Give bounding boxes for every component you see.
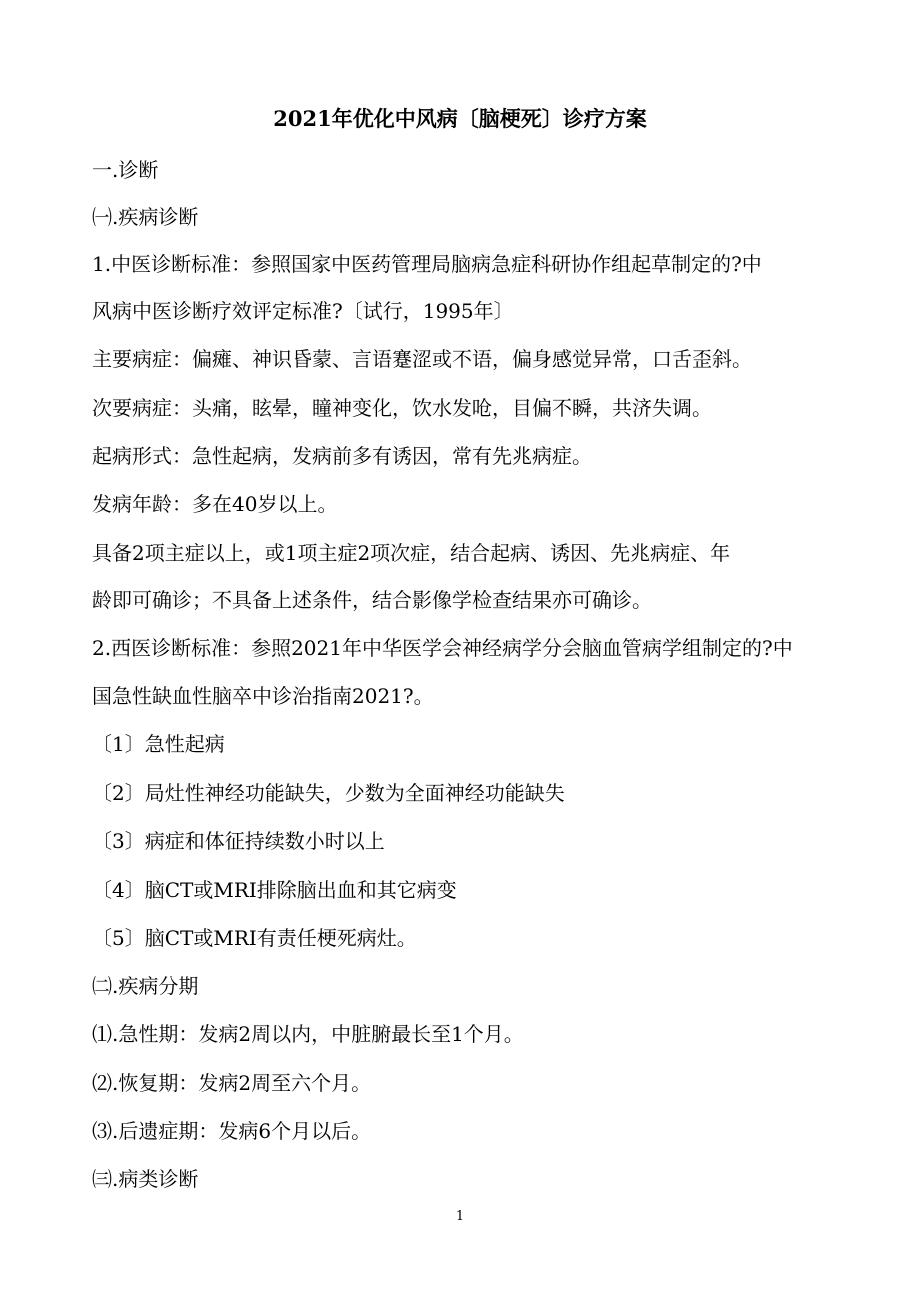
diagnosis-rule-line-1: 具备2项主症以上，或1项主症2项次症，结合起病、诱因、先兆病症、年 — [92, 541, 731, 565]
western-criteria-line-1: 2.西医诊断标准：参照2021年中华医学会神经病学分会脑血管病学组制定的?中 — [92, 636, 793, 660]
heading-disease-diagnosis: ㈠.疾病诊断 — [92, 205, 199, 229]
heading-diagnosis: 一.诊断 — [92, 158, 159, 182]
page-number: 1 — [455, 1209, 465, 1224]
criteria-item-4: 〔4〕脑CT或MRI排除脑出血和其它病变 — [92, 878, 457, 902]
document-title: 2021年优化中风病〔脑梗死〕诊疗方案 — [273, 106, 647, 131]
secondary-symptoms: 次要病症：头痛，眩晕，瞳神变化，饮水发呛，目偏不瞬，共济失调。 — [92, 396, 712, 420]
diagnosis-rule-line-2: 龄即可确诊；不具备上述条件，结合影像学检查结果亦可确诊。 — [92, 588, 652, 612]
stage-recovery: ⑵.恢复期：发病2周至六个月。 — [92, 1071, 372, 1095]
criteria-item-3: 〔3〕病症和体征持续数小时以上 — [92, 829, 385, 853]
heading-disease-type-diagnosis: ㈢.病类诊断 — [92, 1167, 199, 1191]
heading-disease-staging: ㈡.疾病分期 — [92, 974, 199, 998]
criteria-item-2: 〔2〕局灶性神经功能缺失，少数为全面神经功能缺失 — [92, 781, 565, 805]
criteria-item-5: 〔5〕脑CT或MRI有责任梗死病灶。 — [92, 926, 417, 950]
stage-sequela: ⑶.后遗症期：发病6个月以后。 — [92, 1119, 372, 1143]
criteria-item-1: 〔1〕急性起病 — [92, 732, 225, 756]
onset-age: 发病年龄：多在40岁以上。 — [92, 492, 338, 516]
western-criteria-line-2: 国急性缺血性脑卒中诊治指南2021?。 — [92, 684, 434, 708]
onset-form: 起病形式：急性起病，发病前多有诱因，常有先兆病症。 — [92, 444, 592, 468]
stage-acute: ⑴.急性期：发病2周以内，中脏腑最长至1个月。 — [92, 1022, 524, 1046]
tcm-criteria-line-2: 风病中医诊断疗效评定标准?〔试行，1995年〕 — [92, 299, 514, 323]
tcm-criteria-line-1: 1.中医诊断标准：参照国家中医药管理局脑病急症科研协作组起草制定的?中 — [92, 252, 762, 276]
main-symptoms: 主要病症：偏瘫、神识昏蒙、言语蹇涩或不语，偏身感觉异常，口舌歪斜。 — [92, 347, 752, 371]
